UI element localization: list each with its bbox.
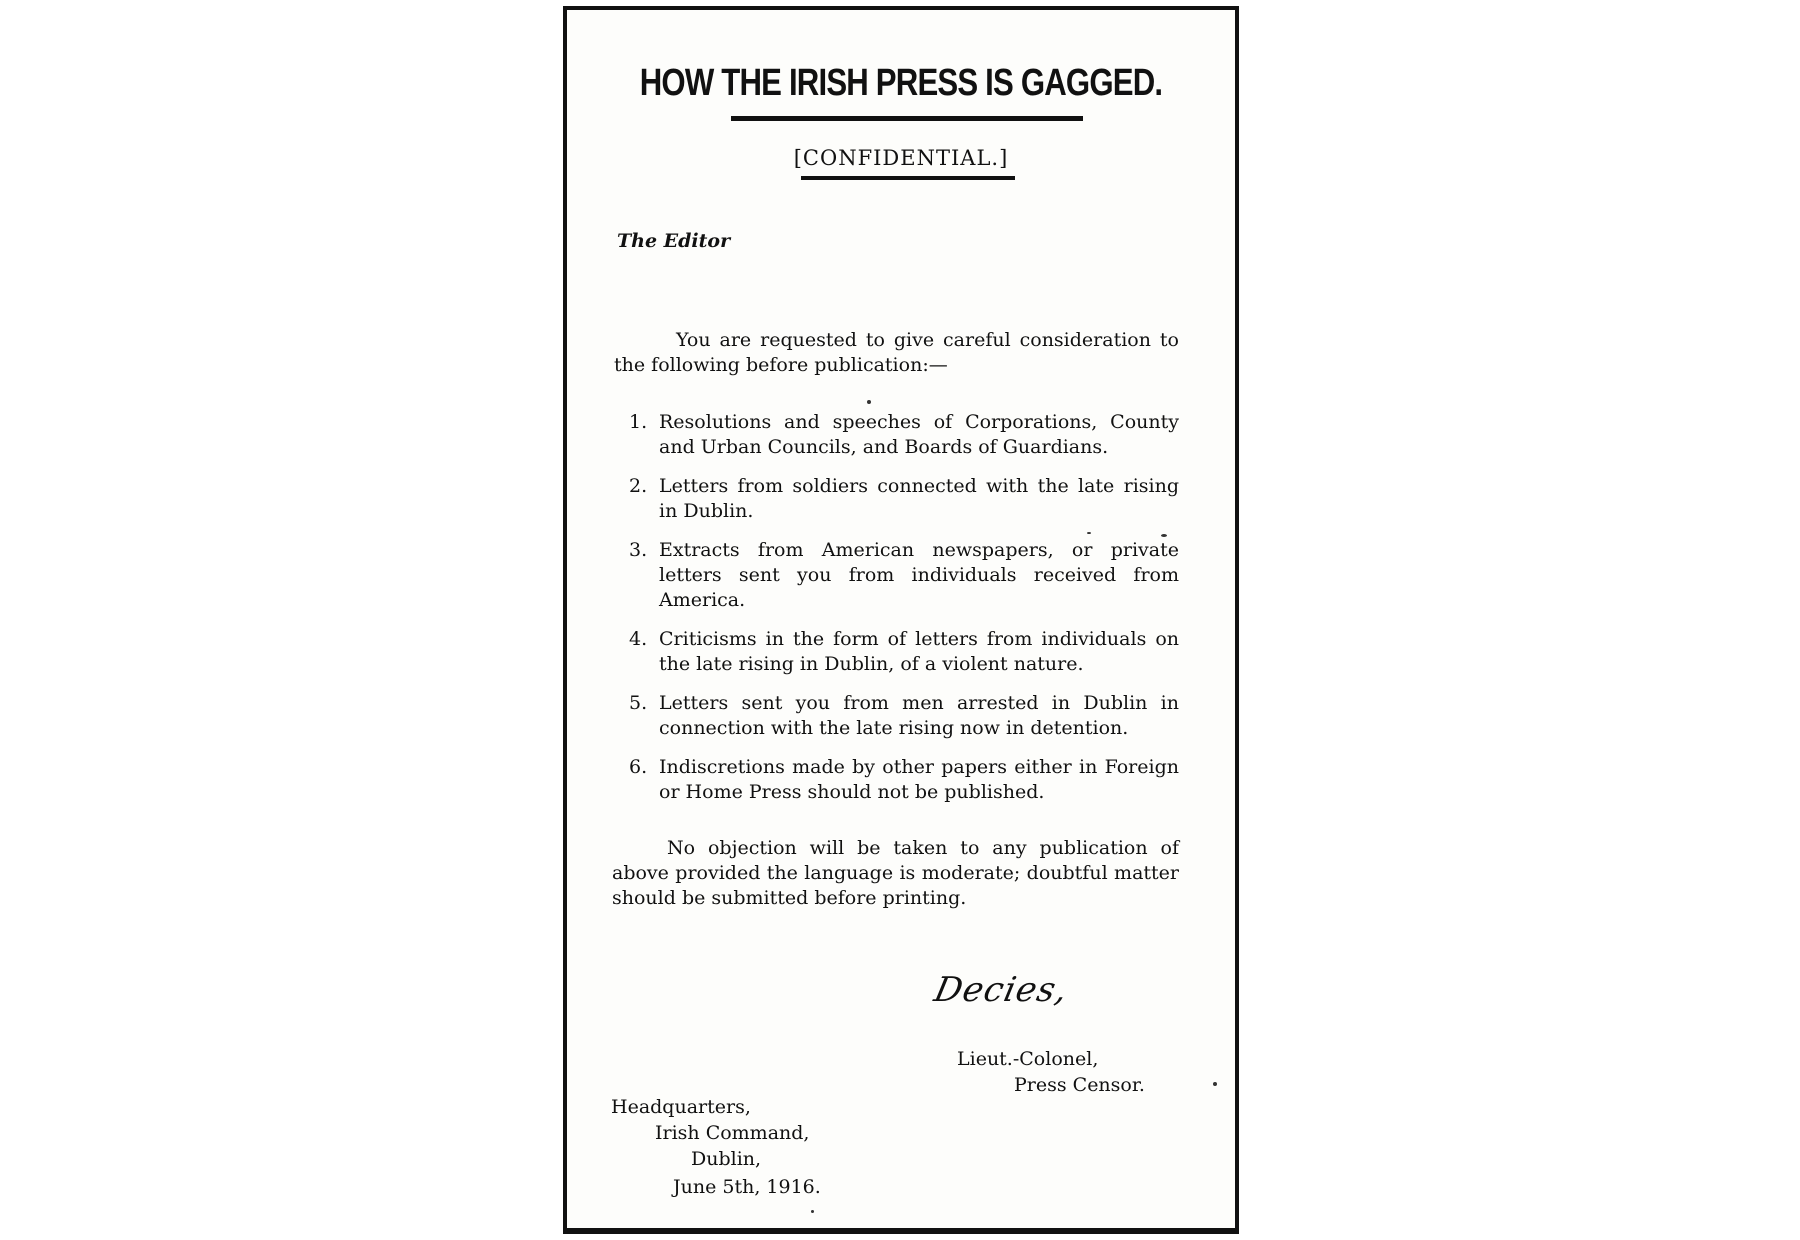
list-item — [629, 474, 1179, 524]
title-underline — [731, 116, 1083, 121]
list-item-number: 5. — [629, 692, 648, 714]
list-item-text: Criticisms in the form of letters from individuals on the late rising in Dublin, of a violent nature. — [659, 628, 1179, 675]
list-item — [629, 691, 1179, 741]
signatory-rank: Lieut.-Colonel, — [957, 1048, 1099, 1070]
address-line-city: Dublin, — [691, 1148, 762, 1170]
list-item-text: Resolutions and speeches of Corporations, County and Urban Councils, and Boards of Guardians. — [659, 411, 1179, 458]
list-item-text: Indiscretions made by other papers either in Foreign or Home Press should not be published. — [659, 756, 1179, 803]
address-line-headquarters: Headquarters, — [611, 1096, 751, 1118]
print-speck — [1161, 534, 1167, 537]
list-item-number: 2. — [629, 475, 648, 497]
list-item — [629, 410, 1179, 460]
list-item-number: 1. — [629, 411, 648, 433]
confidential-label: [CONFIDENTIAL.] — [793, 146, 1009, 170]
address-line-command: Irish Command, — [655, 1122, 810, 1144]
confidential-underline — [801, 176, 1015, 180]
print-speck — [1213, 1082, 1217, 1086]
print-speck — [1087, 532, 1091, 534]
list-item-text: Letters sent you from men arrested in Dublin in connection with the late rising now in detention. — [659, 692, 1179, 739]
list-item-number: 3. — [629, 539, 648, 561]
clipping-sheet — [563, 6, 1239, 1234]
salutation: The Editor — [617, 230, 731, 252]
list-item — [629, 627, 1179, 677]
address-date: June 5th, 1916. — [673, 1176, 821, 1198]
print-speck — [811, 1210, 814, 1213]
list-item-text: Extracts from American newspapers, or private letters sent you from individuals received from America. — [659, 539, 1179, 611]
signatory-office: Press Censor. — [1014, 1074, 1145, 1096]
closing-paragraph: No objection will be taken to any publication of above provided the language is moderate; doubtful matter should be submitted before printing. — [612, 837, 1179, 909]
instruction-list — [629, 410, 1179, 819]
list-item-number: 6. — [629, 756, 648, 778]
list-item — [629, 538, 1179, 613]
print-speck — [867, 400, 871, 404]
document-title: HOW THE IRISH PRESS IS GAGGED. — [639, 62, 1163, 104]
list-item-text: Letters from soldiers connected with the late rising in Dublin. — [659, 475, 1179, 522]
list-item — [629, 755, 1179, 805]
signature: Decies, — [930, 970, 1072, 1010]
intro-paragraph: You are requested to give careful consideration to the following before publication:— — [614, 329, 1179, 376]
list-item-number: 4. — [629, 628, 648, 650]
